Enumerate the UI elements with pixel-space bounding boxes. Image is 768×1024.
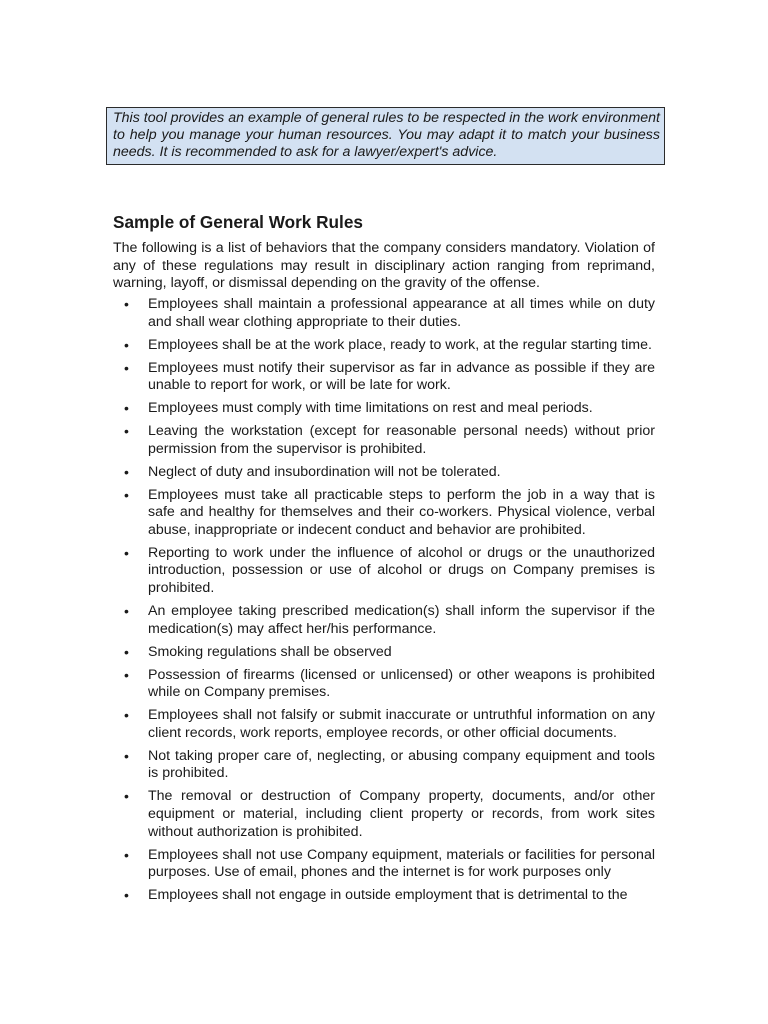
notice-text: This tool provides an example of general rules to be respected in the work environment to help you manage your human resources. You may adapt it to match your business needs. It is recommended to ask for a lawyer/expert's advice. — [113, 110, 660, 161]
bullet-icon: • — [124, 400, 129, 417]
rule-text: Employees shall be at the work place, ready to work, at the regular starting time. — [148, 336, 652, 353]
rule-text: Employees must notify their supervisor as far in advance as possible if they are unable to report for work, or will be late for work. — [148, 359, 655, 394]
bullet-icon: • — [124, 666, 129, 683]
bullet-icon: • — [124, 336, 129, 353]
rule-text: Employees shall not use Company equipment, materials or facilities for personal purposes. Use of email, phones and the internet is for work purposes only — [148, 846, 655, 881]
bullet-icon: • — [124, 603, 129, 620]
list-item — [113, 296, 655, 331]
list-item — [113, 464, 655, 482]
bullet-icon: • — [124, 463, 129, 480]
list-item — [113, 337, 655, 355]
list-item — [113, 847, 655, 882]
list-item — [113, 667, 655, 702]
rule-text: Employees shall not falsify or submit inaccurate or untruthful information on any client records, work reports, employee records, or other official documents. — [148, 707, 655, 741]
rule-text: Employees shall not engage in outside employment that is detrimental to the — [148, 887, 628, 904]
list-item — [113, 748, 655, 783]
bullet-icon: • — [124, 747, 129, 764]
rule-text: Employees must comply with time limitations on rest and meal periods. — [148, 400, 593, 417]
list-item — [113, 423, 655, 458]
bullet-icon: • — [124, 707, 129, 724]
bullet-icon: • — [124, 296, 129, 312]
list-item — [113, 788, 655, 841]
list-item — [113, 603, 655, 638]
bullet-icon: • — [124, 788, 129, 805]
list-item — [113, 487, 655, 540]
bullet-icon: • — [124, 423, 129, 440]
rules-list — [113, 296, 655, 910]
rule-text: Employees shall maintain a professional appearance at all times while on duty and shall wear clothing appropriate to their duties. — [148, 296, 655, 330]
bullet-icon: • — [124, 544, 129, 561]
rule-text: Neglect of duty and insubordination will not be tolerated. — [148, 463, 501, 480]
rule-text: Leaving the workstation (except for reasonable personal needs) without prior permission from the supervisor is prohibited. — [148, 423, 655, 457]
bullet-icon: • — [124, 846, 129, 863]
rule-text: An employee taking prescribed medication(s) shall inform the supervisor if the medication(s) may affect her/his performance. — [148, 603, 655, 637]
notice-box — [106, 107, 665, 165]
list-item — [113, 545, 655, 598]
intro-paragraph: The following is a list of behaviors that the company considers mandatory. Violation of any of these regulations may result in disciplinary action ranging from reprimand, warning, layoff, or dismissal depending on the gravity of the offense. — [113, 240, 655, 292]
list-item — [113, 707, 655, 742]
rule-text: Employees must take all practicable steps to perform the job in a way that is safe and healthy for themselves and their co-workers. Physical violence, verbal abuse, inappropriate or indecent conduct and behavior are prohibited. — [148, 486, 655, 538]
bullet-icon: • — [124, 486, 129, 503]
bullet-icon: • — [124, 887, 129, 904]
rule-text: Smoking regulations shall be observed — [148, 643, 392, 660]
page-title: Sample of General Work Rules — [113, 212, 363, 232]
rule-text: Reporting to work under the influence of alcohol or drugs or the unauthorized introduction, possession or use of alcohol or drugs on Company premises is prohibited. — [148, 544, 655, 597]
bullet-icon: • — [124, 643, 129, 660]
rule-text: Possession of firearms (licensed or unlicensed) or other weapons is prohibited while on Company premises. — [148, 666, 655, 701]
list-item — [113, 360, 655, 395]
rule-text: Not taking proper care of, neglecting, or abusing company equipment and tools is prohibited. — [148, 747, 655, 782]
rule-text: The removal or destruction of Company property, documents, and/or other equipment or material, including client property or records, from work sites without authorization is prohibited. — [148, 788, 655, 840]
list-item — [113, 644, 655, 662]
list-item — [113, 400, 655, 418]
list-item — [113, 887, 655, 905]
bullet-icon: • — [124, 359, 129, 376]
